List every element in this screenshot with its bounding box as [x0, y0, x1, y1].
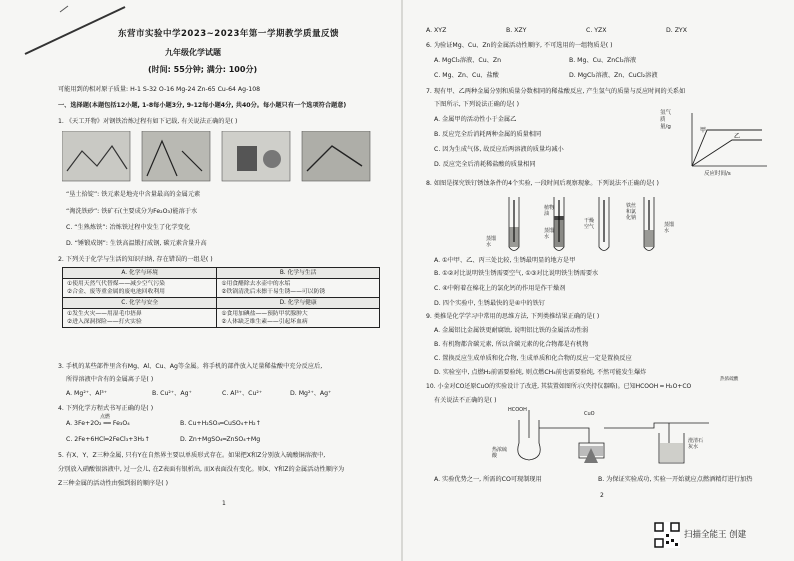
q3-option-c: C. Al³⁺、Cu²⁺	[222, 390, 263, 397]
q2-b1: ①用食醋除去水壶中的水垢	[221, 281, 291, 287]
q7-ylabel: 氢气质量/g	[660, 110, 672, 130]
q8-label-3: 蒸馏水	[544, 228, 555, 240]
q2-d-cell	[217, 309, 380, 328]
q8-label-6: 蒸馏水	[664, 222, 675, 234]
q10-apparatus	[494, 408, 714, 470]
q4-condition: 点燃	[100, 414, 111, 420]
atomic-masses: 可能用到的相对原子质量: H-1 S-32 O-16 Mg-24 Zn-65 Cu-64 Ag-108	[58, 86, 261, 93]
q4-stem: 4. 下列化学方程式书写正确的是( )	[58, 405, 154, 412]
right-page	[404, 0, 794, 561]
q10-line-2: 有关说法不正确的是( )	[434, 397, 497, 404]
q7-line-2: 下图所示, 下列说法正确的是( )	[434, 101, 519, 108]
q8-option-a: A. ①中甲、乙、丙三处比较, 生锈最明显的地方是甲	[434, 257, 576, 264]
q2-a2: ②合金、废等重金属的废电池回收利用	[67, 289, 165, 295]
q9-stem: 9. 类推是化学学习中常用的思维方法, 下列类推结果正确的是( )	[426, 313, 600, 320]
q10-condition: 热浓硫酸	[720, 377, 739, 382]
q7-series-jia: 甲	[700, 127, 707, 134]
q5-line-2: 分别放入硝酸银溶液中, 过一会儿, 在Z表面有银析出, 而X表面没有变化。则X、Y和Z的金属活动性顺序为	[58, 466, 345, 473]
q6-option-a: A. MgCl₂溶液、Cu、Zn	[434, 57, 501, 64]
q7-xlabel: 反应时间/s	[704, 171, 731, 177]
q8-label-2: 植物油	[544, 205, 555, 217]
q8-option-b: B. ①②对比说明铁生锈需要空气, ①③对比说明铁生锈需要水	[434, 270, 599, 277]
q2-b-head: B. 化学与生活	[217, 268, 380, 279]
q8-stem: 8. 如图是探究铁钉锈蚀条件的4个实验, 一段时间后观察现象。下列说法不正确的是( )	[426, 180, 659, 187]
q2-b-cell	[217, 279, 380, 298]
q10-label-acid: 热浓硫酸	[492, 447, 508, 459]
q2-c-head: C. 化学与安全	[63, 298, 217, 309]
q9-option-c: C. 置换反应生成单质和化合物, 生成单质和化合物的反应一定是置换反应	[434, 355, 632, 362]
q2-c2: ②进入深洞探险——打火实验	[67, 319, 142, 325]
q5-line-1: 5. 有X、Y、Z三种金属, 只有Y在自然界主要以单质形式存在。如果把X和Z分别放入硫酸铜溶液中,	[58, 452, 326, 459]
q4-option-d: D. Zn+MgSO₄═ZnSO₄+Mg	[180, 436, 261, 443]
page-number-1: 1	[222, 500, 226, 507]
q1-option-a: “垦土拾锭”: 铁元素是地壳中含量最高的金属元素	[66, 191, 201, 198]
section-1-heading: 一、选择题(本题包括12小题, 1-8每小题3分, 9-12每小题4分, 共40分。每小题只有一个选项符合题意)	[58, 102, 347, 109]
q10-label-cuo: CuO	[584, 411, 595, 417]
q10-option-a: A. 实验优势之一, 所需的CO可现制现用	[434, 476, 542, 483]
q8-apparatus	[494, 192, 714, 257]
q2-d-head: D. 化学与健康	[217, 298, 380, 309]
q2-table	[62, 267, 380, 328]
q7-series-yi: 乙	[734, 133, 741, 140]
q3-stem-2: 所得溶液中含有的金属离子是( )	[66, 376, 154, 383]
q7-option-a: A. 金属甲的活动性小于金属乙	[434, 116, 517, 123]
q5-option-a: A. XYZ	[426, 27, 447, 34]
page-fold	[401, 0, 403, 561]
q1-option-c: C. “生熟炼铁”: 冶炼铁过程中发生了化学变化	[66, 224, 190, 231]
q6-stem: 6. 为验证Mg、Cu、Zn的金属活动性顺序, 不可选用的一组物质是( )	[426, 42, 613, 49]
q3-option-a: A. Mg²⁺、Al³⁺	[66, 390, 107, 397]
q1-option-b: “淘洗铁砂”: 铁矿石(主要成分为Fe₂O₃)能溶于水	[66, 208, 198, 215]
q7-option-c: C. 因为生成气体, 故反应后两溶液的质量均减小	[434, 146, 564, 153]
q5-option-b: B. XZY	[506, 27, 527, 34]
qr-code-icon	[654, 522, 680, 548]
q7-graph	[672, 108, 772, 173]
q4-option-c: C. 2Fe+6HCl═2FeCl₃+3H₂↑	[66, 436, 150, 443]
q9-option-b: B. 有机物都含碳元素, 所以含碳元素的化合物都是有机物	[434, 341, 589, 348]
q2-stem: 2. 下列关于化学与生活的知识归纳, 存在错误的一组是( )	[58, 256, 213, 263]
q10-label-limewater: 澄清石灰水	[688, 438, 704, 450]
q1-stem: 1. 《天工开物》对钢铁冶炼过程有如下记载, 有关说法正确的是( )	[58, 118, 238, 125]
q2-d1: ①食用加碘盐——预防甲状腺肿大	[221, 311, 308, 317]
q10-label-hcooh: HCOOH	[508, 407, 527, 413]
q6-option-d: D. MgCl₂溶液、Zn、CuCl₂溶液	[569, 72, 658, 79]
q3-option-d: D. Mg²⁺、Ag⁺	[290, 390, 332, 397]
q7-line-1: 7. 现有甲、乙两种金属分别和质量分数相同的稀盐酸反应, 产生氢气的质量与反应时间的关系如	[426, 88, 686, 95]
q2-b2: ②铁锅清洗后未擦干易生锈——可以防锈	[221, 289, 326, 295]
pencil-mark	[20, 4, 130, 59]
q10-option-b: B. 为保证实验成功, 实验一开始就应点燃酒精灯进行加热	[598, 476, 753, 483]
q8-label-1: 蒸馏水	[486, 236, 497, 248]
q5-line-3: Z三种金属的活动性由强到弱的顺序是( )	[58, 480, 169, 487]
q9-option-d: D. 实验室中, 点燃H₂前需要验纯, 则点燃CH₄前也需要验纯, 不然可能发生爆炸	[434, 369, 647, 376]
q8-label-4: 干燥空气	[584, 218, 595, 230]
q3-stem: 3. 手机的某些部件里含有Mg、Al、Cu、Ag等金属。将手机的部件放入足量稀盐酸中充分反应后,	[58, 363, 323, 370]
q8-label-5: 铁丝和氯化钠	[626, 203, 637, 221]
page-number-2: 2	[600, 492, 604, 499]
q3-option-b: B. Cu²⁺、Ag⁺	[152, 390, 192, 397]
q6-option-c: C. Mg、Zn、Cu、盐酸	[434, 72, 499, 79]
q8-option-d: D. 四个实验中, 生锈最快的是④中的铁钉	[434, 300, 545, 307]
exam-title: 东营市实验中学2023~2023年第一学期教学质量反馈	[118, 29, 339, 39]
q8-option-c: C. ④中附着在棉花上的氯化钙的作用是作干燥剂	[434, 285, 566, 292]
q4-option-a: A. 3Fe+2O₂ ══ Fe₃O₄	[66, 420, 130, 427]
q7-option-b: B. 反应完全后消耗两种金属的质量相同	[434, 131, 542, 138]
q10-line-1: 10. 小金对CO还原CuO的实验设计了改进, 其装置如图所示(夹持仪器略)。已知HCOOH ═ H₂O+CO	[426, 383, 692, 390]
grade-title: 九年级化学试题	[165, 48, 221, 57]
q5-option-c: C. YZX	[586, 27, 607, 34]
q2-d2: ②人体缺乏维生素——引起坏血病	[221, 319, 308, 325]
q2-a-head: A. 化学与环境	[63, 268, 217, 279]
q2-a-cell	[63, 279, 217, 298]
q2-c1: ①发生火灾——用湿毛巾捂鼻	[67, 311, 142, 317]
time-score: (时间: 55分钟; 满分: 100分)	[148, 65, 258, 74]
q5-option-d: D. ZYX	[666, 27, 687, 34]
q7-option-d: D. 反应完全后消耗稀盐酸的质量相同	[434, 161, 536, 168]
q1-option-d: D. “锤锻成钢”: 生铁高温锻打成钢, 碳元素含量升高	[66, 240, 207, 247]
q9-option-a: A. 金属铝比金属铁更耐腐蚀, 说明铝比铁的金属活动性弱	[434, 327, 589, 334]
watermark-text: 扫描全能王 创建	[684, 530, 747, 540]
q2-a1: ①使用天然气代替煤——减少空气污染	[67, 281, 165, 287]
q2-c-cell	[63, 309, 217, 328]
q6-option-b: B. Mg、Cu、ZnCl₂溶液	[569, 57, 637, 64]
q4-option-b: B. Cu+H₂SO₄═CuSO₄+H₂↑	[180, 420, 261, 427]
q1-images	[62, 131, 372, 190]
